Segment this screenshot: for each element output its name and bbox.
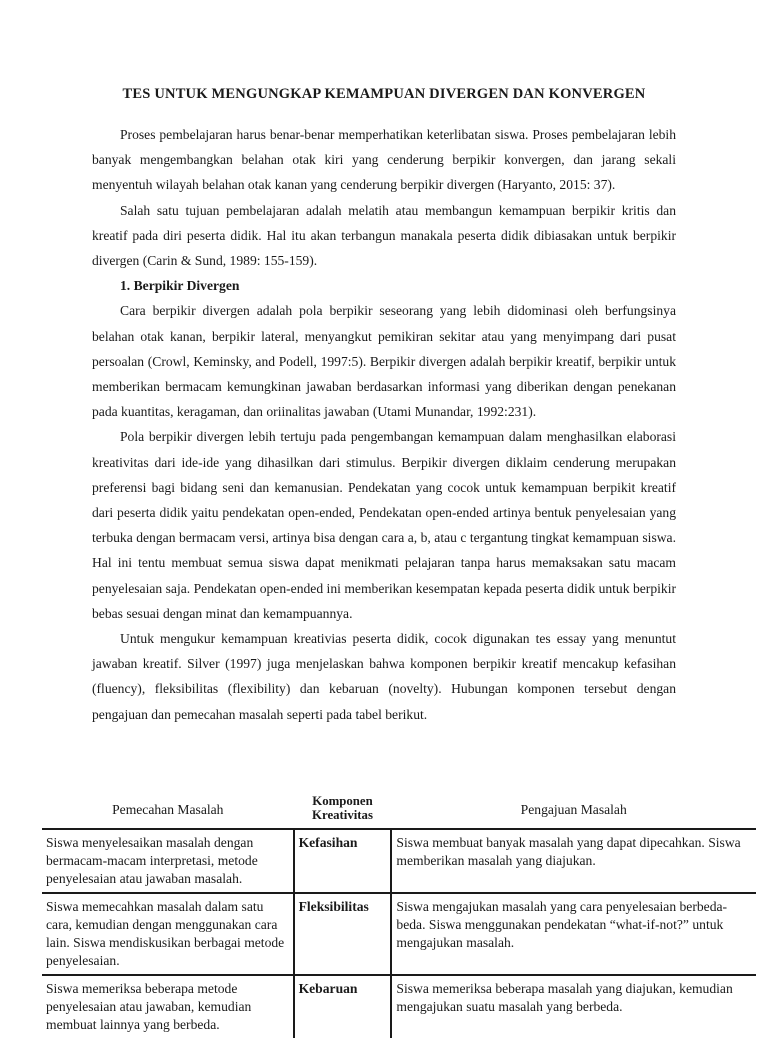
- paragraph: Untuk mengukur kemampuan kreativias peserta didik, cocok digunakan tes essay yang menuntut jawaban kreatif. Silver (1997) juga menjelaskan bahwa komponen berpikir kreatif mencakup kefasihan (fluency), fleksibilitas (flexibility) dan kebaruan (novelty). Hubungan komponen tersebut dengan pengajuan dan pemecahan masalah seperti pada tabel berikut.: [92, 631, 676, 722]
- cell-pemecahan: Siswa memecahkan masalah dalam satu cara, kemudian dengan menggunakan cara lain. Siswa mendiskusikan berbagai metode penyelesaian.: [42, 893, 294, 975]
- section-heading: 1. Berpikir Divergen: [120, 278, 240, 294]
- cell-pemecahan: Siswa memeriksa beberapa metode penyelesaian atau jawaban, kemudian membuat lainnya yang berbeda.: [42, 975, 294, 1038]
- creativity-table: [42, 792, 756, 1038]
- paragraph: Proses pembelajaran harus benar-benar memperhatikan keterlibatan siswa. Proses pembelajaran lebih banyak mengembangkan belahan otak kiri yang cenderung berpikir konvergen, dan jarang sekali menyentuh wilayah belahan otak kanan yang cenderung berpikir divergen (Haryanto, 2015: 37).: [92, 127, 676, 193]
- table-row: [42, 893, 756, 975]
- cell-pengajuan: Siswa memeriksa beberapa masalah yang diajukan, kemudian mengajukan suatu masalah yang berbeda.: [391, 975, 756, 1038]
- document-body: [92, 122, 676, 727]
- table-header-komponen: Komponen Kreativitas: [312, 794, 373, 822]
- creativity-table-container: [42, 792, 756, 1032]
- table-header-pengajuan: Pengajuan Masalah: [520, 802, 627, 817]
- table-header-row: [42, 792, 756, 829]
- paragraph: Pola berpikir divergen lebih tertuju pada pengembangan kemampuan dalam menghasilkan elaborasi kreativitas dari ide-ide yang dihasilkan dari stimulus. Berpikir divergen diklaim cenderung merupakan preferensi bagi bidang seni dan kemanusian. Pendekatan yang cocok untuk kemampuan berpikit kreatif dari peserta didik yaitu pendekatan open-ended, Pendekatan open-ended artinya bentuk penyelesaian yang terbuka dengan bermacam versi, artinya bisa dengan cara a, b, atau c tergantung tingkat kemampuan siswa. Hal ini tentu membuat semua siswa dapat menikmati pelajaran tanpa harus memaksakan satu macam penyelesaian saja. Pendekatan open-ended ini memberikan kesempatan kepada peserta didik untuk berpikir bebas sesuai dengan minat dan kemampuannya.: [92, 429, 676, 621]
- table-row: [42, 975, 756, 1038]
- table-row: [42, 829, 756, 893]
- paragraph: Cara berpikir divergen adalah pola berpikir seseorang yang lebih didominasi oleh berfungsinya belahan otak kanan, berpikir lateral, menyangkut pemikiran sekitar atau yang menyimpang dari pusat persoalan (Crowl, Keminsky, and Podell, 1997:5). Berpikir divergen adalah berpikir kreatif, berpikir untuk memberikan bermacam kemungkinan jawaban berdasarkan informasi yang diberikan dengan penekanan pada kuantitas, keragaman, dan oriinalitas jawaban (Utami Munandar, 1992:231).: [92, 303, 676, 420]
- document-title: TES UNTUK MENGUNGKAP KEMAMPUAN DIVERGEN DAN KONVERGEN: [122, 86, 646, 102]
- cell-pemecahan: Siswa menyelesaikan masalah dengan bermacam-macam interpretasi, metode penyelesaian atau jawaban masalah.: [42, 829, 294, 893]
- cell-komponen: Kebaruan: [294, 975, 392, 1038]
- cell-komponen: Fleksibilitas: [294, 893, 392, 975]
- cell-pengajuan: Siswa mengajukan masalah yang cara penyelesaian berbeda-beda. Siswa menggunakan pendekatan “what-if-not?” untuk mengajukan masalah.: [391, 893, 756, 975]
- cell-komponen: Kefasihan: [294, 829, 392, 893]
- paragraph: Salah satu tujuan pembelajaran adalah melatih atau membangun kemampuan berpikir kritis dan kreatif pada diri peserta didik. Hal itu akan terbangun manakala peserta didik dibiasakan untuk berpikir divergen (Carin & Sund, 1989: 155-159).: [92, 202, 676, 269]
- cell-pengajuan: Siswa membuat banyak masalah yang dapat dipecahkan. Siswa memberikan masalah yang diajukan.: [391, 829, 756, 893]
- table-header-pemecahan: Pemecahan Masalah: [112, 802, 224, 817]
